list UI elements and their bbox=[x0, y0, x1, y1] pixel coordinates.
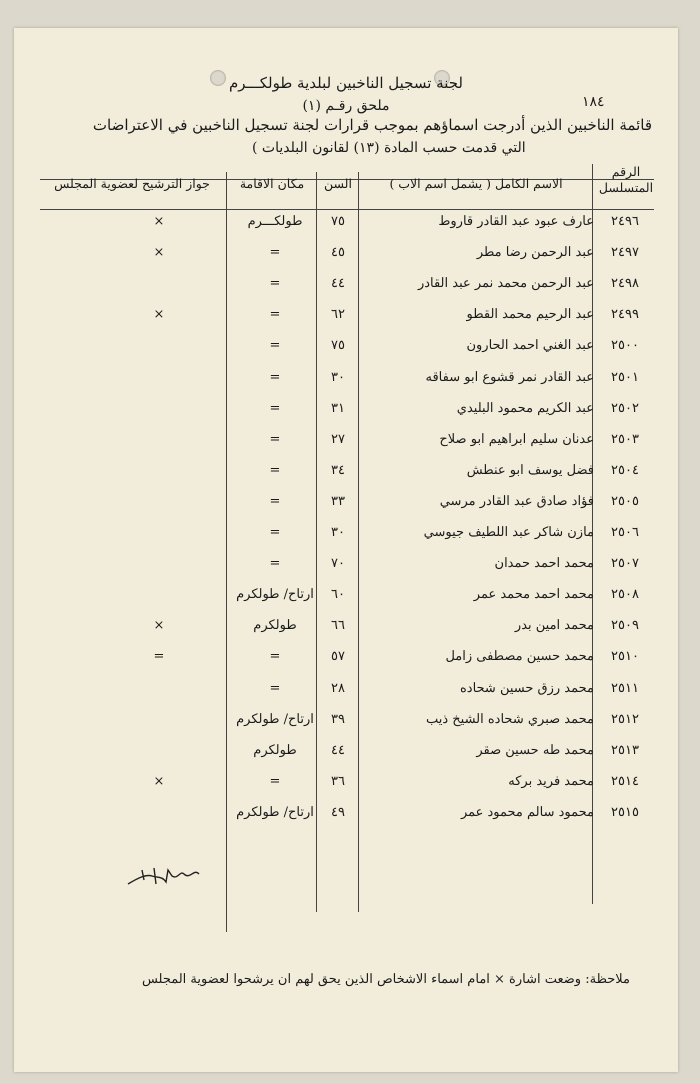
voter-age: ٣٤ bbox=[331, 462, 345, 478]
voter-name: عبد الرحمن محمد نمر عبد القادر bbox=[417, 276, 594, 292]
voter-residence: = bbox=[269, 773, 281, 789]
voter-residence: = bbox=[269, 338, 281, 354]
voter-residence: ارتاح/ طولكرم bbox=[236, 711, 314, 727]
voter-age: ٥٧ bbox=[331, 649, 345, 665]
serial-number: ٢٥١٤ bbox=[611, 773, 639, 789]
voter-residence: طولكرم bbox=[253, 742, 297, 758]
serial-number: ٢٥٠١ bbox=[611, 369, 639, 385]
voter-residence: = bbox=[269, 400, 281, 416]
serial-number: ٢٥٠٦ bbox=[611, 525, 639, 540]
table-row bbox=[14, 525, 678, 555]
voter-name: عارف عبود عبد القادر قاروط bbox=[438, 214, 594, 229]
voter-name: محمد امين بدر bbox=[514, 618, 594, 634]
table-row bbox=[14, 214, 678, 244]
voter-residence: طولكـــرم bbox=[247, 214, 303, 229]
col-header-serial: الرقم المتسلسل bbox=[598, 164, 654, 195]
voter-residence: = bbox=[269, 493, 281, 509]
col-header-eligibility: جواز الترشيح لعضوية المجلس bbox=[54, 176, 210, 191]
col-header-name: الاسم الكامل ( يشمل اسم الاب ) bbox=[389, 176, 563, 191]
list-title: قائمة الناخبين الذين أدرجت اسماؤهم بموجب قرارات لجنة تسجيل الناخبين في الاعتراضات bbox=[92, 116, 652, 134]
voter-name: عبد القادر نمر قشوع ابو سفاقه bbox=[425, 369, 594, 385]
voter-name: عبد الرحيم محمد القطو bbox=[466, 307, 594, 323]
table-row bbox=[14, 681, 678, 711]
voter-name: محمد احمد حمدان bbox=[494, 556, 594, 572]
voter-age: ٦٠ bbox=[331, 587, 345, 603]
voter-age: ٤٥ bbox=[331, 245, 345, 261]
table-row bbox=[14, 649, 678, 679]
table-row bbox=[14, 338, 678, 368]
voter-name: مازن شاكر عبد اللطيف جيوسي bbox=[423, 525, 594, 540]
voter-age: ٧٠ bbox=[331, 556, 345, 572]
eligibility-mark: × bbox=[153, 307, 165, 323]
voter-name: عبد الرحمن رضا مطر bbox=[476, 245, 594, 261]
voter-residence: = bbox=[269, 276, 281, 292]
table-row bbox=[14, 276, 678, 306]
annex-label: ملحق رقـم (١) bbox=[302, 98, 390, 114]
page-number: ١٨٤ bbox=[582, 94, 605, 110]
serial-number: ٢٤٩٧ bbox=[611, 245, 639, 261]
footnote: ملاحظة: وضعت اشارة × امام اسماء الاشخاص الذين يحق لهم ان يرشحوا لعضوية المجلس bbox=[141, 972, 630, 987]
table-row bbox=[14, 245, 678, 275]
voter-name: محمد صبري شحاده الشيخ ذيب bbox=[425, 711, 594, 727]
voter-age: ٧٥ bbox=[331, 338, 345, 354]
voter-residence: = bbox=[269, 307, 281, 323]
eligibility-mark: × bbox=[153, 773, 165, 789]
voter-name: محمد فريد بركه bbox=[508, 773, 594, 789]
voter-name: محمود سالم محمود عمر bbox=[460, 804, 594, 820]
serial-number: ٢٥٠٣ bbox=[611, 431, 639, 447]
table-row bbox=[14, 712, 678, 742]
serial-number: ٢٤٩٩ bbox=[611, 307, 639, 323]
serial-number: ٢٥٠٤ bbox=[611, 462, 639, 478]
voter-age: ٢٨ bbox=[331, 680, 345, 696]
voter-age: ٣٦ bbox=[331, 773, 345, 789]
serial-number: ٢٥٠٢ bbox=[611, 400, 639, 416]
voter-age: ٤٤ bbox=[331, 276, 345, 292]
voter-age: ٦٦ bbox=[331, 618, 345, 634]
voter-name: عبد الغني احمد الحارون bbox=[466, 338, 594, 354]
voter-age: ٣٣ bbox=[331, 493, 345, 509]
eligibility-mark: × bbox=[153, 245, 165, 261]
voter-residence: = bbox=[269, 245, 281, 261]
table-row bbox=[14, 401, 678, 431]
list-subtitle: التي قدمت حسب المادة (١٣) لقانون البلديات ) bbox=[252, 140, 526, 156]
serial-number: ٢٥٠٥ bbox=[611, 493, 639, 509]
table-row bbox=[14, 463, 678, 493]
voter-name: عدنان سليم ابراهيم ابو صلاح bbox=[439, 431, 594, 447]
serial-number: ٢٥١٠ bbox=[611, 649, 639, 665]
voter-name: فؤاد صادق عبد القادر مرسي bbox=[439, 493, 594, 509]
voter-residence: طولكرم bbox=[253, 618, 297, 634]
voter-name: محمد رزق حسين شحاده bbox=[459, 680, 594, 696]
voter-residence: = bbox=[269, 431, 281, 447]
voter-age: ٣١ bbox=[331, 400, 345, 416]
eligibility-mark: = bbox=[153, 649, 165, 665]
table-row bbox=[14, 307, 678, 337]
table-row bbox=[14, 370, 678, 400]
voter-age: ٤٤ bbox=[331, 742, 345, 758]
table-row bbox=[14, 618, 678, 648]
serial-number: ٢٤٩٦ bbox=[611, 214, 639, 229]
committee-title: لجنة تسجيل الناخبين لبلدية طولكـــرم bbox=[228, 74, 464, 92]
table-row bbox=[14, 587, 678, 617]
table-row bbox=[14, 805, 678, 835]
serial-number: ٢٥٠٩ bbox=[611, 618, 639, 634]
serial-number: ٢٥١٥ bbox=[611, 804, 639, 820]
table-row bbox=[14, 432, 678, 462]
voter-name: محمد حسين مصطفى زامل bbox=[445, 649, 594, 665]
voter-residence: = bbox=[269, 649, 281, 665]
serial-number: ٢٥١١ bbox=[611, 680, 639, 696]
voter-age: ٢٧ bbox=[331, 431, 345, 447]
serial-number: ٢٥١٣ bbox=[611, 742, 639, 758]
voter-residence: = bbox=[269, 680, 281, 696]
col-header-age: السن bbox=[324, 176, 352, 191]
serial-number: ٢٥١٢ bbox=[611, 711, 639, 727]
col-header-residence: مكان الاقامة bbox=[239, 176, 305, 191]
serial-number: ٢٥٠٧ bbox=[611, 556, 639, 572]
voter-residence: ارتاح/ طولكرم bbox=[236, 587, 314, 603]
signature bbox=[124, 862, 204, 892]
eligibility-mark: × bbox=[153, 618, 165, 634]
table-row bbox=[14, 556, 678, 586]
voter-residence: = bbox=[269, 556, 281, 572]
table-row bbox=[14, 494, 678, 524]
voter-residence: = bbox=[269, 462, 281, 478]
voter-age: ٦٢ bbox=[331, 307, 345, 323]
serial-number: ٢٥٠٠ bbox=[611, 338, 639, 354]
eligibility-mark: × bbox=[153, 214, 165, 229]
voter-age: ٧٥ bbox=[331, 214, 345, 229]
serial-number: ٢٤٩٨ bbox=[611, 276, 639, 292]
voter-residence: = bbox=[269, 369, 281, 385]
table-header-rule bbox=[40, 209, 654, 210]
voter-residence: ارتاح/ طولكرم bbox=[236, 804, 314, 820]
table-row bbox=[14, 774, 678, 804]
voter-name: محمد طه حسين صقر bbox=[476, 742, 594, 758]
voter-age: ٣٠ bbox=[331, 369, 345, 385]
serial-number: ٢٥٠٨ bbox=[611, 587, 639, 603]
table-row bbox=[14, 743, 678, 773]
voter-name: عبد الكريم محمود البليدي bbox=[456, 400, 594, 416]
voter-age: ٤٩ bbox=[331, 804, 345, 820]
voter-name: محمد احمد محمد عمر bbox=[473, 587, 594, 603]
document-page bbox=[14, 28, 678, 1072]
voter-age: ٣٠ bbox=[331, 525, 345, 540]
voter-name: فضل يوسف ابو عنطش bbox=[466, 462, 594, 478]
voter-age: ٣٩ bbox=[331, 711, 345, 727]
voter-residence: = bbox=[269, 525, 281, 540]
